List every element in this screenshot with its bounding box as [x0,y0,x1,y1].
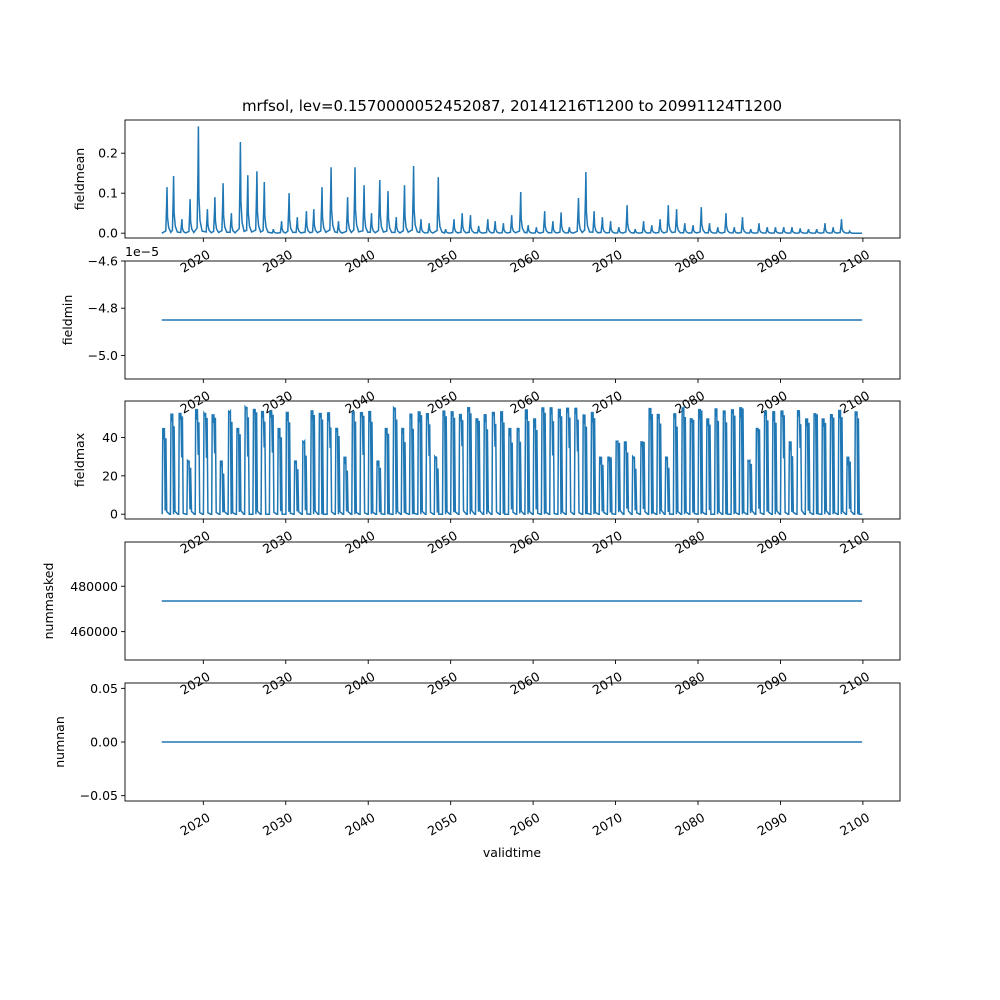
y-axis-label: fieldmin [60,294,75,346]
x-tick-label: 2080 [672,809,708,839]
y-tick-label: −5.0 [87,347,118,363]
x-tick-label: 2080 [672,387,708,417]
x-tick-label: 2020 [177,387,213,417]
x-tick-label: 2040 [342,527,378,557]
x-tick-label: 2060 [507,668,543,698]
x-tick-label: 2020 [177,809,213,839]
figure-title: mrfsol, lev=0.1570000052452087, 20141216T1200 to 20991124T1200 [241,97,783,115]
x-tick-label: 2060 [507,387,543,417]
y-tick-label: 0.2 [98,145,118,161]
y-tick-label: 480000 [70,578,118,594]
y-tick-label: −0.05 [79,788,118,804]
y-tick-label: 0.05 [90,680,118,696]
x-tick-label: 2090 [754,809,790,839]
x-tick-label: 2040 [342,246,378,276]
x-tick-label: 2020 [177,246,213,276]
x-tick-label: 2070 [589,668,625,698]
x-tick-label: 2050 [424,527,460,557]
x-tick-label: 2080 [672,246,708,276]
x-tick-label: 2090 [754,387,790,417]
x-tick-label: 2080 [672,527,708,557]
x-tick-label: 2070 [589,387,625,417]
y-axis-label: fieldmean [72,147,87,211]
x-tick-label: 2040 [342,668,378,698]
y-tick-label: −4.6 [87,253,118,269]
x-tick-label: 2030 [259,668,296,698]
x-tick-label: 2060 [507,246,543,276]
y-tick-label: 20 [102,468,118,484]
y-offset-label: 1e−5 [125,244,160,259]
y-tick-label: 0.1 [98,185,118,201]
y-axis-label: numnan [52,716,67,768]
x-tick-label: 2030 [259,387,296,417]
x-tick-label: 2090 [754,246,790,276]
x-tick-label: 2050 [424,809,460,839]
x-tick-label: 2100 [837,527,873,557]
x-tick-label: 2050 [424,246,460,276]
y-axis-label: nummasked [41,562,56,640]
x-tick-label: 2060 [507,527,543,557]
y-tick-label: 0.0 [98,225,118,241]
x-tick-label: 2100 [837,387,873,417]
x-tick-label: 2060 [507,809,543,839]
x-tick-label: 2100 [837,809,873,839]
x-tick-label: 2020 [177,668,213,698]
x-tick-label: 2030 [259,527,296,557]
x-tick-label: 2020 [177,527,213,557]
x-tick-label: 2070 [589,527,625,557]
y-tick-label: 0 [110,506,118,522]
x-tick-label: 2100 [837,668,873,698]
x-tick-label: 2100 [837,246,873,276]
x-tick-label: 2090 [754,527,790,557]
y-tick-label: 0.00 [90,734,118,750]
x-tick-label: 2050 [424,387,460,417]
x-tick-label: 2030 [259,246,296,276]
x-tick-label: 2040 [342,387,378,417]
x-tick-label: 2080 [672,668,708,698]
x-tick-label: 2040 [342,809,378,839]
y-tick-label: 460000 [70,624,118,640]
x-axis-label: validtime [482,845,542,860]
x-tick-label: 2070 [589,809,625,839]
y-tick-label: −4.8 [87,300,118,316]
x-tick-label: 2090 [754,668,790,698]
x-tick-label: 2070 [589,246,625,276]
y-axis-label: fieldmax [72,432,87,488]
y-tick-label: 40 [102,429,118,445]
x-tick-label: 2030 [259,809,296,839]
x-tick-label: 2050 [424,668,460,698]
